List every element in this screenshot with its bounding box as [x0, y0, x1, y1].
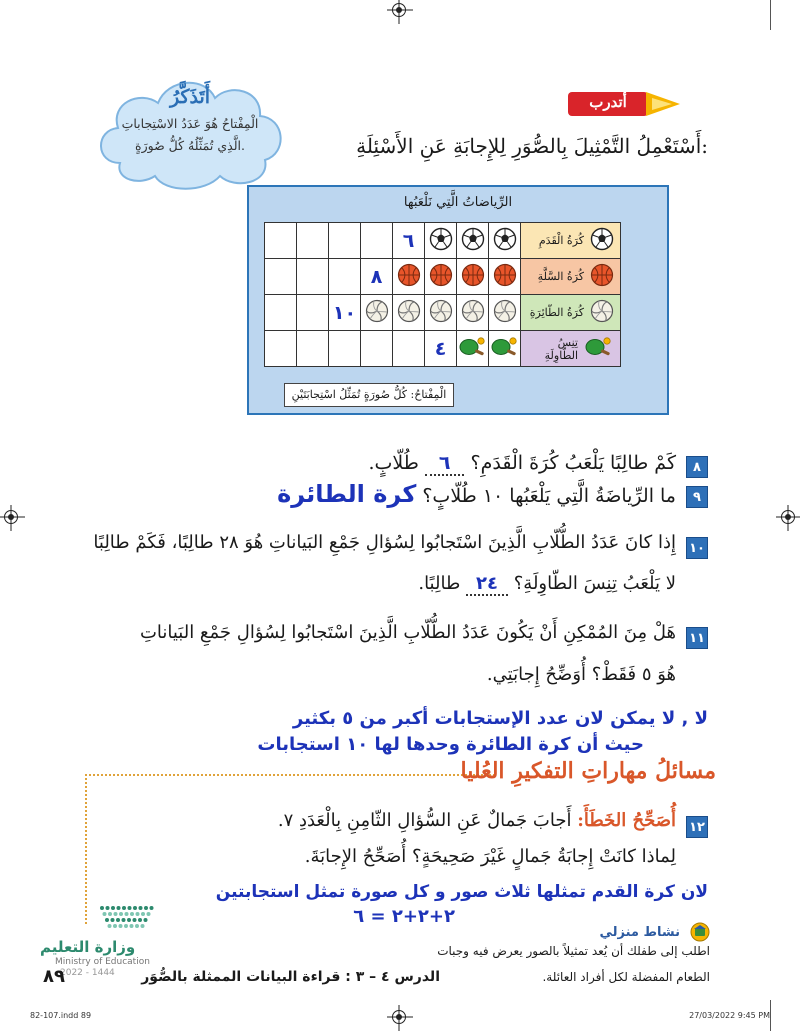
crop-mark-bottom	[392, 1010, 406, 1024]
empty-cell	[297, 259, 329, 295]
volleyball-picture	[361, 295, 393, 331]
empty-cell	[329, 259, 361, 295]
question-8-answer-blank	[425, 452, 465, 476]
question-12-answer-2: ٢+٢+٢ = ٦	[353, 906, 455, 927]
empty-cell	[393, 331, 425, 367]
logo-dot	[124, 924, 128, 928]
logo-dot	[117, 906, 121, 910]
logo-dot	[100, 906, 104, 910]
basketball-picture	[457, 259, 489, 295]
logo-dot	[127, 918, 131, 922]
section-border	[85, 774, 87, 924]
empty-cell	[329, 331, 361, 367]
soccer-ball-icon	[493, 227, 517, 251]
volleyball-icon	[429, 299, 453, 323]
basketball-icon	[461, 263, 485, 287]
question-12-answer-1: لان كرة القدم تمثلها ثلاث صور و كل صورة تمثل استجابتين	[215, 882, 708, 902]
logo-dot	[128, 906, 132, 910]
logo-dot	[122, 906, 126, 910]
basketball-label-cell	[521, 259, 621, 295]
file-info-left: 82-107.indd 89	[30, 1011, 92, 1020]
logo-dot	[106, 906, 110, 910]
question-11-answer-2: حيث أن كرة الطائرة وحدها لها ١٠ استجابات	[257, 734, 644, 755]
question-number-11: ١١	[686, 627, 708, 649]
remember-title: أَتَذَكَّرُ	[169, 86, 211, 108]
logo-dot	[130, 912, 134, 916]
soccer-count: ٦	[402, 229, 415, 252]
logo-dot	[119, 912, 123, 916]
logo-dot	[111, 918, 115, 922]
trim-line	[770, 1000, 771, 1031]
home-activity-icon	[690, 922, 710, 942]
volleyball-icon	[365, 299, 389, 323]
page-number: ٨٩	[43, 966, 65, 987]
basketball-picture	[489, 259, 521, 295]
volleyball-icon	[397, 299, 421, 323]
logo-dot	[133, 918, 137, 922]
logo-dot	[130, 924, 134, 928]
question-10-line-2	[418, 573, 676, 594]
empty-cell	[329, 223, 361, 259]
home-activity-line-2: الطعام المفضلة لكل أفراد العائلة.	[542, 970, 710, 984]
logo-dot	[141, 924, 145, 928]
question-10-line-1: إِذا كانَ عَدَدُ الطُّلّابِ الَّذِينَ اسْتَجابُوا لِسُؤالِ جَمْعِ البَياناتِ هُوَ ٢٨ طالِبًا، فَكَمْ طالِبًا	[93, 532, 676, 553]
empty-cell	[265, 295, 297, 331]
volleyball-picture	[425, 295, 457, 331]
logo-dot	[136, 912, 140, 916]
question-10-text: لا يَلْعَبُ تِنِسَ الطّاوِلَةِ؟	[513, 573, 676, 594]
logo-dot	[144, 918, 148, 922]
soccer-picture	[457, 223, 489, 259]
basketball-count: ٨	[370, 265, 383, 288]
ministry-name-english: Ministry of Education	[55, 957, 150, 967]
ping-pong-icon	[490, 335, 520, 359]
question-10-answer-blank	[466, 573, 508, 596]
question-9-text: ما الرِّياضَةُ الَّتِي يَلْعَبُها ١٠ طُلّابٍ؟	[422, 485, 676, 507]
pictograph-row-table-tennis	[265, 331, 621, 367]
logo-dot	[103, 912, 107, 916]
table-tennis-count: ٤	[434, 337, 447, 360]
question-12-line-1	[278, 810, 676, 831]
logo-dot	[150, 906, 154, 910]
logo-dot	[105, 918, 109, 922]
logo-dot	[122, 918, 126, 922]
empty-cell	[361, 331, 393, 367]
volleyball-picture	[393, 295, 425, 331]
soccer-count-cell	[393, 223, 425, 259]
basketball-icon	[429, 263, 453, 287]
logo-dot	[133, 906, 137, 910]
question-12-text: أَجابَ جَمالٌ عَنِ السُّؤالِ الثّامِنِ بِالْعَدَدِ ٧.	[277, 810, 572, 831]
basketball-picture	[393, 259, 425, 295]
pictograph-row-soccer	[265, 223, 621, 259]
pictograph-row-volleyball	[265, 295, 621, 331]
empty-cell	[361, 223, 393, 259]
table-tennis-picture	[489, 331, 521, 367]
question-10-unit: طالِبًا.	[418, 573, 461, 594]
empty-cell	[297, 295, 329, 331]
logo-dot	[147, 912, 151, 916]
logo-dot	[125, 912, 129, 916]
question-number-10: ١٠	[686, 537, 708, 559]
trim-line	[770, 0, 771, 30]
pictograph-row-basketball	[265, 259, 621, 295]
home-activity-title: نشاط منزلي	[599, 925, 680, 940]
logo-dot	[141, 912, 145, 916]
logo-dot	[135, 924, 139, 928]
volleyball-picture	[457, 295, 489, 331]
file-info-right: 27/03/2022 9:45 PM	[689, 1011, 770, 1020]
soccer-label: كُرَةُ الْقَدَمِ	[538, 234, 584, 247]
volleyball-icon	[493, 299, 517, 323]
question-12-label: أُصَحِّحُ الخَطَأَ:	[577, 810, 676, 831]
soccer-ball-icon	[429, 227, 453, 251]
question-9	[277, 480, 676, 508]
logo-dot	[138, 918, 142, 922]
basketball-label: كُرَةُ السَّلَّةِ	[537, 270, 584, 283]
soccer-label-cell	[521, 223, 621, 259]
home-activity-line-1: اطلب إلى طفلك أن يُعد تمثيلاً بالصور يعرض فيه وجبات	[437, 944, 710, 958]
question-11-line-2: هُوَ ٥ فَقَطْ؟ أُوَضِّحُ إِجابَتِي.	[486, 664, 676, 685]
logo-dot	[114, 912, 118, 916]
volleyball-icon	[590, 299, 614, 326]
logo-dot	[108, 924, 112, 928]
basketball-count-cell	[361, 259, 393, 295]
ping-pong-icon	[458, 335, 488, 359]
basketball-picture	[425, 259, 457, 295]
section-divider	[85, 774, 495, 776]
basketball-icon	[590, 263, 614, 290]
crop-mark-top	[392, 3, 406, 17]
ministry-name-arabic: وزارة التعليم	[40, 938, 136, 956]
question-8-unit: طُلّابٍ.	[368, 452, 419, 474]
question-8-text: كَمْ طالِبًا يَلْعَبُ كُرَةَ الْقَدَمِ؟	[470, 452, 676, 474]
logo-dot	[139, 906, 143, 910]
remember-line-2: الَّذِي تُمَثِّلُهُ كُلُّ صُورَةٍ.	[135, 138, 245, 153]
volleyball-picture	[489, 295, 521, 331]
volleyball-label-cell	[521, 295, 621, 331]
soccer-picture	[489, 223, 521, 259]
question-10-answer: ٢٤	[476, 573, 498, 594]
ping-pong-icon	[584, 335, 614, 362]
pictograph-key: الْمِفْتاحُ: كُلُّ صُورَةٍ تُمَثِّلُ اسْتِجابَتَيْنِ	[284, 383, 454, 407]
basketball-icon	[397, 263, 421, 287]
table-tennis-label-cell	[521, 331, 621, 367]
question-number-9: ٩	[686, 486, 708, 508]
pictograph	[247, 185, 669, 415]
soccer-ball-icon	[461, 227, 485, 251]
volleyball-count-cell	[329, 295, 361, 331]
table-tennis-count-cell	[425, 331, 457, 367]
empty-cell	[297, 331, 329, 367]
soccer-ball-icon	[590, 227, 614, 254]
question-9-answer: كرة الطائرة	[277, 480, 417, 508]
pictograph-grid	[264, 222, 621, 367]
ministry-logo-icon	[98, 903, 158, 933]
logo-dot	[111, 906, 115, 910]
remember-line-1: الْمِفْتاحُ هُوَ عَدَدُ الاسْتِجاباتِ	[121, 116, 259, 131]
question-11-answer-1: لا , لا يمكن لان عدد الإستجابات أكبر من ٥ بكثير	[292, 708, 708, 729]
soccer-picture	[425, 223, 457, 259]
practice-badge-label: أتدرب	[589, 93, 627, 111]
logo-dot	[108, 912, 112, 916]
instruction-text: أَسْتَعْمِلُ التَّمْثِيلَ بِالصُّوَرِ لِلإِجابَةِ عَنِ الأَسْئِلَةِ:	[356, 134, 708, 158]
lesson-title: الدرس ٤ – ٣ : قراءة البيانات الممثلة بالصُّوَر	[141, 969, 440, 985]
question-8-answer: ٦	[438, 452, 451, 474]
crop-mark-left	[4, 510, 18, 524]
volleyball-label: كُرَةُ الطّائِرَةِ	[529, 306, 584, 319]
volleyball-count: ١٠	[332, 301, 357, 324]
empty-cell	[297, 223, 329, 259]
question-11-line-1: هَلْ مِنَ المُمْكِنِ أَنْ يَكُونَ عَدَدُ الطُّلّابِ الَّذِينَ اسْتَجابُوا لِسُؤالِ جَمْعِ البَياناتِ	[139, 622, 676, 643]
empty-cell	[265, 259, 297, 295]
higher-thinking-title: مسائلُ مهاراتِ التفكيرِ العُليا	[460, 758, 716, 784]
logo-dot	[144, 906, 148, 910]
ministry-edition: 2022 - 1444	[60, 968, 115, 978]
table-tennis-label: تِنِسُ الطّاوِلَةِ	[544, 335, 578, 362]
logo-dot	[113, 924, 117, 928]
volleyball-icon	[461, 299, 485, 323]
question-number-8: ٨	[686, 456, 708, 478]
crop-mark-right	[781, 510, 795, 524]
table-tennis-picture	[457, 331, 489, 367]
pictograph-title: الرِّياضاتُ الَّتِي نَلْعَبُها	[403, 195, 513, 210]
logo-dot	[116, 918, 120, 922]
question-8	[368, 452, 676, 474]
question-number-12: ١٢	[686, 816, 708, 838]
empty-cell	[265, 223, 297, 259]
basketball-icon	[493, 263, 517, 287]
question-12-line-2: لِماذا كانَتْ إِجابَةُ جَمالٍ غَيْرَ صَحِيحَةٍ؟ أُصَحِّحُ الإِجابَةَ.	[304, 846, 676, 867]
logo-dot	[119, 924, 123, 928]
empty-cell	[265, 331, 297, 367]
